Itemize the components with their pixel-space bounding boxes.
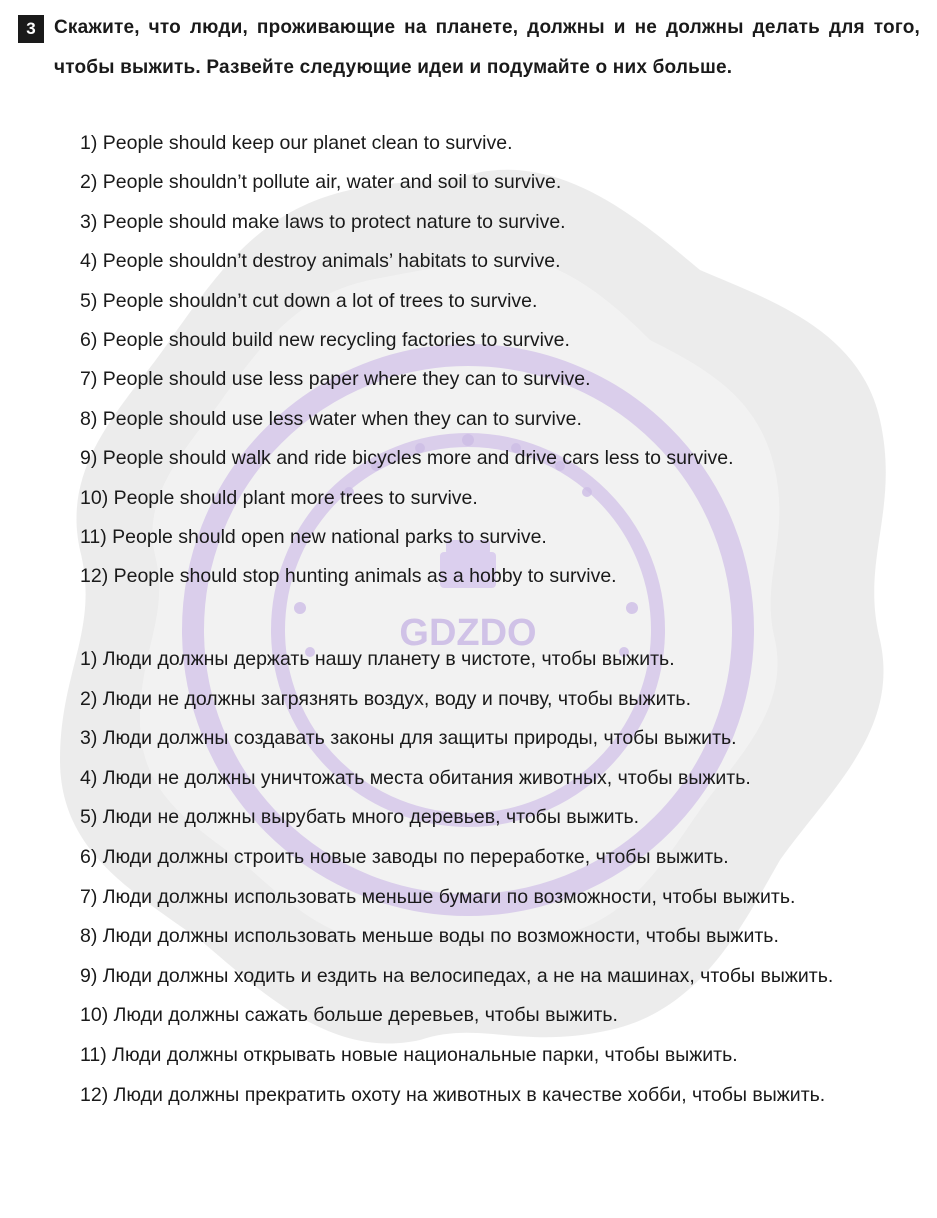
english-sentence-11: 11) People should open new national parks to survive. bbox=[80, 526, 547, 549]
english-sentence-8: 8) People should use less water when they can to survive. bbox=[80, 407, 582, 430]
english-sentence-12: 12) People should stop hunting animals as a hobby to survive. bbox=[80, 565, 617, 588]
russian-sentence-6: 6) Люди должны строить новые заводы по переработке, чтобы выжить. bbox=[80, 845, 729, 868]
english-sentence-10: 10) People should plant more trees to survive. bbox=[80, 486, 478, 509]
russian-sentence-7: 7) Люди должны использовать меньше бумаги по возможности, чтобы выжить. bbox=[80, 885, 796, 908]
russian-sentence-11: 11) Люди должны открывать новые национальные парки, чтобы выжить. bbox=[80, 1043, 738, 1066]
english-sentence-1: 1) People should keep our planet clean to survive. bbox=[80, 132, 513, 154]
russian-sentence-3: 3) Люди должны создавать законы для защиты природы, чтобы выжить. bbox=[80, 727, 737, 750]
russian-sentence-12: 12) Люди должны прекратить охоту на животных в качестве хобби, чтобы выжить. bbox=[80, 1083, 826, 1106]
russian-translations-list bbox=[80, 640, 920, 1115]
english-sentence-3: 3) People should make laws to protect nature to survive. bbox=[80, 210, 566, 233]
task-instruction: Скажите, что люди, проживающие на планете, должны и не должны делать для того, чтобы выжить. Развейте следующие идеи и подумайте о них больше. bbox=[54, 17, 920, 78]
russian-sentence-1: 1) Люди должны держать нашу планету в чистоте, чтобы выжить. bbox=[80, 648, 675, 670]
russian-sentence-5: 5) Люди не должны вырубать много деревьев, чтобы выжить. bbox=[80, 806, 640, 829]
russian-sentence-10: 10) Люди должны сажать больше деревьев, чтобы выжить. bbox=[80, 1004, 618, 1027]
english-sentence-9: 9) People should walk and ride bicycles more and drive cars less to survive. bbox=[80, 447, 734, 470]
english-sentence-4: 4) People shouldn’t destroy animals’ habitats to survive. bbox=[80, 250, 561, 273]
task-number-badge: 3 bbox=[18, 15, 44, 43]
english-sentence-5: 5) People shouldn’t cut down a lot of trees to survive. bbox=[80, 289, 538, 312]
english-sentence-6: 6) People should build new recycling factories to survive. bbox=[80, 329, 570, 352]
english-sentence-7: 7) People should use less paper where they can to survive. bbox=[80, 368, 591, 391]
russian-sentence-8: 8) Люди должны использовать меньше воды по возможности, чтобы выжить. bbox=[80, 925, 779, 948]
russian-sentence-2: 2) Люди не должны загрязнять воздух, воду и почву, чтобы выжить. bbox=[80, 687, 691, 710]
english-sentence-2: 2) People shouldn’t pollute air, water and soil to survive. bbox=[80, 171, 562, 194]
watermark-text: GDZDO bbox=[399, 612, 537, 654]
english-sentences-list bbox=[80, 124, 920, 597]
russian-sentence-9: 9) Люди должны ходить и ездить на велосипедах, а не на машинах, чтобы выжить. bbox=[80, 964, 834, 987]
russian-sentence-4: 4) Люди не должны уничтожать места обитания животных, чтобы выжить. bbox=[80, 766, 751, 789]
task-header bbox=[18, 8, 920, 88]
